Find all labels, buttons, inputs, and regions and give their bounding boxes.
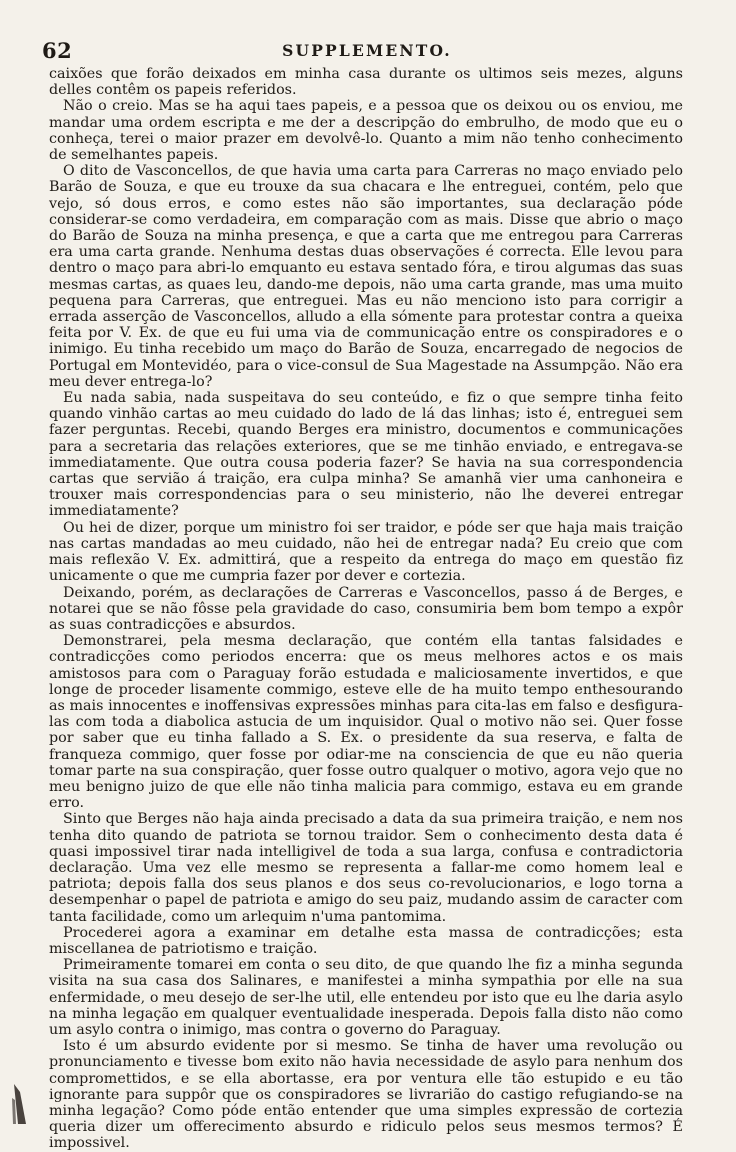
paragraph: caixões que forão deixados em minha casa durante os ultimos seis mezes, alguns delles contêm os papeis referidos. <box>49 66 683 99</box>
paragraph: Procederei agora a examinar em detalhe esta massa de contradicções; esta miscellanea de patriotismo e traição. <box>49 924 683 957</box>
page-number: 62 <box>42 38 73 63</box>
paragraph: Primeiramente tomarei em conta o seu dito, de que quando lhe fiz a minha segunda visita na sua casa dos Salinares, e manifestei a minha sympathia por elle na sua enfermidade, o meu desejo de ser-lhe util, elle entendeu por isto que eu lhe daria asylo na minha legação em qualquer eventualidade inesperada. Depois falla disto não como um asylo contra o inimigo, mas contra o governo do Paraguay. <box>49 957 683 1038</box>
paragraph: Não o creio. Mas se ha aqui taes papeis, e a pessoa que os deixou ou os enviou, me mandar uma ordem escripta e me der a descripção do embrulho, de modo que eu o conheça, terei o maior prazer em devolvê-lo. Quanto a mim não tenho conhecimento de semelhantes papeis. <box>49 98 683 164</box>
running-head: SUPPLEMENTO. <box>282 41 452 60</box>
paragraph: O dito de Vasconcellos, de que havia uma carta para Carreras no maço enviado pelo Barão de Souza, e que eu trouxe da sua chacara e lhe entreguei, contém, pelo que vejo, só dous erros, e como estes não são importantes, sua declaração póde considerar-se como verdadeira, em comparação com as mais. Disse que abrio o maço do Barão de Souza na minha presença, e que a carta que me entregou para Carreras era uma carta grande. Nenhuma destas duas observações é correcta. Elle levou para dentro o maço para abri-lo emquanto eu estava sentado fóra, e tirou algumas das suas mesmas cartas, as quaes leu, dando-me depois, não uma carta grande, mas uma muito pequena para Carreras, que entreguei. Mas eu não menciono isto para corrigir a errada asserção de Vasconcellos, alludo a ella sómente para protestar contra a queixa feita por V. Ex. de que eu fui uma via de communicação entre os conspiradores e o inimigo. Eu tinha recebido um maço do Barão de Souza, encarregado de negocios de Portugal em Montevidéo, para o vice-consul de Sua Magestade na Assumpção. Não era meu dever entrega-lo? <box>49 163 683 390</box>
paragraph: Deixando, porém, as declarações de Carreras e Vasconcellos, passo á de Berges, e notarei que se não fôsse pela gravidade do caso, consumiria bem bom tempo a expôr as suas contradicções e absurdos. <box>49 584 683 633</box>
paragraph: Isto é um absurdo evidente por si mesmo. Se tinha de haver uma revolução ou pronunciamento e tivesse bom exito não havia necessidade de asylo para nenhum dos compromettidos, e se ella abortasse, era por ventura elle tão estupido e eu tão ignorante para suppôr que os conspiradores se livrarião do castigo refugiando-se na minha legação? Como póde então entender que uma simples expressão de cortezia queria dizer um offerecimento absurdo e ridiculo pelos seus mesmos termos? É impossivel. <box>49 1038 683 1152</box>
paragraph: Ou hei de dizer, porque um ministro foi ser traidor, e póde ser que haja mais traição nas cartas mandadas ao meu cuidado, não hei de entregar nada? Eu creio que com mais reflexão V. Ex. admittirá, que a respeito da entrega do maço em questão fiz unicamente o que me cumpria fazer por dever e cortezia. <box>49 519 683 585</box>
paragraph: Demonstrarei, pela mesma declaração, que contém ella tantas falsidades e contradicções como periodos encerra: que os meus melhores actos e os mais amistosos para com o Paraguay forão estudada e maliciosamente invertidos, e que longe de proceder lisamente commigo, esteve elle de ha muito tempo enthesourando as mais innocentes e inoffensivas expressões minhas para cita-las em falso e desfigura-las com toda a diabolica astucia de um inquisidor. Qual o motivo não sei. Quer fosse por saber que eu tinha fallado a S. Ex. o presidente da sua reserva, e falta de franqueza commigo, quer fosse por odiar-me na consciencia de que eu não queria tomar parte na sua conspiração, quer fosse outro qualquer o motivo, agora vejo que no meu benigno juizo de que elle não tinha malicia para commigo, estava eu em grande erro. <box>49 633 683 812</box>
paragraph: Sinto que Berges não haja ainda precisado a data da sua primeira traição, e nem nos tenha dito quando de patriota se tornou traidor. Sem o conhecimento desta data é quasi impossivel tirar nada intelligivel de toda a sua larga, confusa e contradictoria declaração. Uma vez elle mesmo se representa a fallar-me como homem leal e patriota; depois falla dos seus planos e dos seus co-revolucionarios, e logo torna a desempenhar o papel de patriota e amigo do seu paiz, mudando assim de caracter com tanta facilidade, como um arlequim n'uma pantomima. <box>49 811 683 925</box>
page-corner-mark <box>0 1064 40 1124</box>
paragraph: Eu nada sabia, nada suspeitava do seu conteúdo, e fiz o que sempre tinha feito quando vinhão cartas ao meu cuidado do lado de lá das linhas; isto é, entreguei sem fazer perguntas. Recebi, quando Berges era ministro, documentos e communicações para a secretaria das relações exteriores, que se me tinhão enviado, e entregava-se immediatamente. Que outra cousa poderia fazer? Se havia na sua correspondencia cartas que servião á traição, era culpa minha? Se amanhã vier uma canhoneira e trouxer mais correspondencias para o seu ministerio, não lhe deverei entregar immediatamente? <box>49 390 683 520</box>
page-header <box>42 38 692 62</box>
body-text <box>49 66 683 1152</box>
